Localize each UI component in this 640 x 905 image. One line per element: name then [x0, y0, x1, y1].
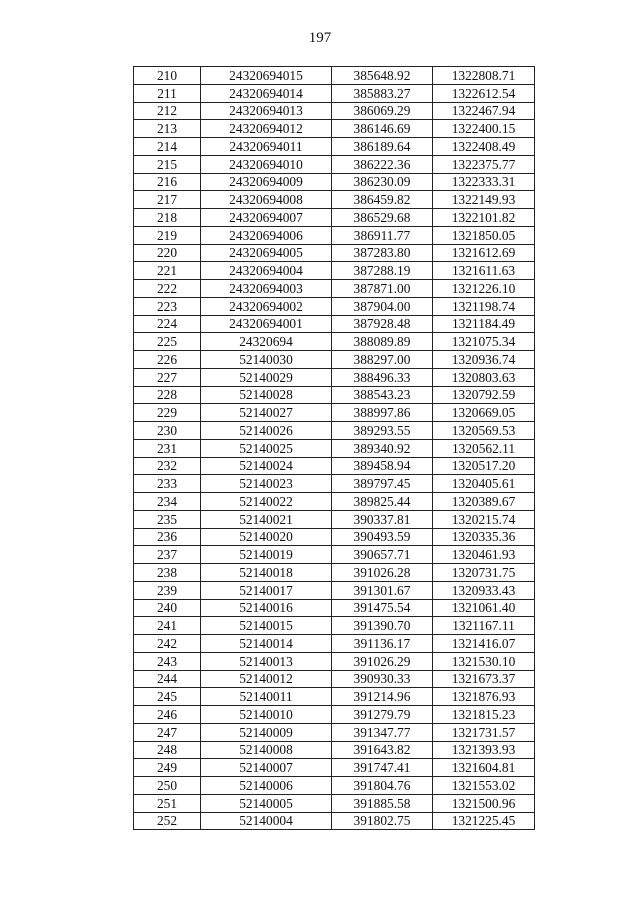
y-coordinate-cell: 1321167.11 — [433, 617, 535, 635]
coordinates-table — [133, 66, 535, 830]
table-row — [134, 599, 535, 617]
point-id-cell: 52140007 — [201, 759, 332, 777]
table-row — [134, 351, 535, 369]
row-number-cell: 211 — [134, 84, 201, 102]
y-coordinate-cell: 1322101.82 — [433, 209, 535, 227]
point-id-cell: 52140028 — [201, 386, 332, 404]
row-number-cell: 224 — [134, 315, 201, 333]
table-row — [134, 670, 535, 688]
table-row — [134, 457, 535, 475]
point-id-cell: 52140004 — [201, 812, 332, 830]
table-row — [134, 173, 535, 191]
x-coordinate-cell: 386222.36 — [332, 155, 433, 173]
point-id-cell: 52140022 — [201, 493, 332, 511]
row-number-cell: 240 — [134, 599, 201, 617]
point-id-cell: 52140015 — [201, 617, 332, 635]
row-number-cell: 243 — [134, 652, 201, 670]
row-number-cell: 220 — [134, 244, 201, 262]
x-coordinate-cell: 386230.09 — [332, 173, 433, 191]
y-coordinate-cell: 1321876.93 — [433, 688, 535, 706]
y-coordinate-cell: 1321611.63 — [433, 262, 535, 280]
table-row — [134, 191, 535, 209]
x-coordinate-cell: 391643.82 — [332, 741, 433, 759]
table-row — [134, 794, 535, 812]
row-number-cell: 241 — [134, 617, 201, 635]
y-coordinate-cell: 1322808.71 — [433, 67, 535, 85]
table-row — [134, 635, 535, 653]
x-coordinate-cell: 391214.96 — [332, 688, 433, 706]
point-id-cell: 52140027 — [201, 404, 332, 422]
table-row — [134, 546, 535, 564]
point-id-cell: 52140019 — [201, 546, 332, 564]
point-id-cell: 24320694010 — [201, 155, 332, 173]
table-row — [134, 652, 535, 670]
row-number-cell: 229 — [134, 404, 201, 422]
point-id-cell: 24320694013 — [201, 102, 332, 120]
point-id-cell: 52140021 — [201, 510, 332, 528]
row-number-cell: 244 — [134, 670, 201, 688]
table-row — [134, 102, 535, 120]
x-coordinate-cell: 385883.27 — [332, 84, 433, 102]
y-coordinate-cell: 1321553.02 — [433, 777, 535, 795]
table-row — [134, 777, 535, 795]
row-number-cell: 225 — [134, 333, 201, 351]
point-id-cell: 24320694008 — [201, 191, 332, 209]
y-coordinate-cell: 1320731.75 — [433, 564, 535, 582]
y-coordinate-cell: 1321416.07 — [433, 635, 535, 653]
point-id-cell: 24320694015 — [201, 67, 332, 85]
table-row — [134, 138, 535, 156]
y-coordinate-cell: 1321530.10 — [433, 652, 535, 670]
x-coordinate-cell: 386459.82 — [332, 191, 433, 209]
y-coordinate-cell: 1320461.93 — [433, 546, 535, 564]
table-row — [134, 475, 535, 493]
row-number-cell: 221 — [134, 262, 201, 280]
y-coordinate-cell: 1321673.37 — [433, 670, 535, 688]
row-number-cell: 210 — [134, 67, 201, 85]
x-coordinate-cell: 389458.94 — [332, 457, 433, 475]
y-coordinate-cell: 1321815.23 — [433, 706, 535, 724]
y-coordinate-cell: 1321850.05 — [433, 226, 535, 244]
x-coordinate-cell: 391301.67 — [332, 581, 433, 599]
table-row — [134, 759, 535, 777]
row-number-cell: 214 — [134, 138, 201, 156]
point-id-cell: 24320694002 — [201, 297, 332, 315]
x-coordinate-cell: 389797.45 — [332, 475, 433, 493]
point-id-cell: 52140017 — [201, 581, 332, 599]
table-row — [134, 333, 535, 351]
y-coordinate-cell: 1322333.31 — [433, 173, 535, 191]
x-coordinate-cell: 390493.59 — [332, 528, 433, 546]
point-id-cell: 24320694009 — [201, 173, 332, 191]
row-number-cell: 247 — [134, 723, 201, 741]
row-number-cell: 235 — [134, 510, 201, 528]
row-number-cell: 236 — [134, 528, 201, 546]
table-row — [134, 706, 535, 724]
x-coordinate-cell: 387283.80 — [332, 244, 433, 262]
x-coordinate-cell: 391026.28 — [332, 564, 433, 582]
x-coordinate-cell: 386069.29 — [332, 102, 433, 120]
row-number-cell: 245 — [134, 688, 201, 706]
point-id-cell: 52140030 — [201, 351, 332, 369]
x-coordinate-cell: 391804.76 — [332, 777, 433, 795]
y-coordinate-cell: 1320569.53 — [433, 422, 535, 440]
y-coordinate-cell: 1320335.36 — [433, 528, 535, 546]
point-id-cell: 52140012 — [201, 670, 332, 688]
table-row — [134, 368, 535, 386]
point-id-cell: 52140011 — [201, 688, 332, 706]
table-row — [134, 386, 535, 404]
x-coordinate-cell: 388997.86 — [332, 404, 433, 422]
table-row — [134, 315, 535, 333]
x-coordinate-cell: 391747.41 — [332, 759, 433, 777]
x-coordinate-cell: 391136.17 — [332, 635, 433, 653]
y-coordinate-cell: 1320562.11 — [433, 439, 535, 457]
y-coordinate-cell: 1321226.10 — [433, 280, 535, 298]
x-coordinate-cell: 389340.92 — [332, 439, 433, 457]
table-row — [134, 67, 535, 85]
point-id-cell: 52140009 — [201, 723, 332, 741]
y-coordinate-cell: 1320215.74 — [433, 510, 535, 528]
y-coordinate-cell: 1322400.15 — [433, 120, 535, 138]
x-coordinate-cell: 388543.23 — [332, 386, 433, 404]
table-row — [134, 226, 535, 244]
table-row — [134, 297, 535, 315]
row-number-cell: 212 — [134, 102, 201, 120]
x-coordinate-cell: 385648.92 — [332, 67, 433, 85]
y-coordinate-cell: 1321731.57 — [433, 723, 535, 741]
x-coordinate-cell: 390657.71 — [332, 546, 433, 564]
table-row — [134, 280, 535, 298]
point-id-cell: 24320694007 — [201, 209, 332, 227]
y-coordinate-cell: 1322612.54 — [433, 84, 535, 102]
table-row — [134, 84, 535, 102]
row-number-cell: 213 — [134, 120, 201, 138]
point-id-cell: 24320694 — [201, 333, 332, 351]
row-number-cell: 230 — [134, 422, 201, 440]
x-coordinate-cell: 391885.58 — [332, 794, 433, 812]
x-coordinate-cell: 387871.00 — [332, 280, 433, 298]
y-coordinate-cell: 1321225.45 — [433, 812, 535, 830]
table-row — [134, 404, 535, 422]
table-row — [134, 262, 535, 280]
row-number-cell: 218 — [134, 209, 201, 227]
point-id-cell: 52140025 — [201, 439, 332, 457]
x-coordinate-cell: 388297.00 — [332, 351, 433, 369]
point-id-cell: 24320694005 — [201, 244, 332, 262]
row-number-cell: 234 — [134, 493, 201, 511]
y-coordinate-cell: 1321393.93 — [433, 741, 535, 759]
y-coordinate-cell: 1321184.49 — [433, 315, 535, 333]
x-coordinate-cell: 386146.69 — [332, 120, 433, 138]
point-id-cell: 24320694003 — [201, 280, 332, 298]
point-id-cell: 52140029 — [201, 368, 332, 386]
point-id-cell: 52140023 — [201, 475, 332, 493]
x-coordinate-cell: 391475.54 — [332, 599, 433, 617]
x-coordinate-cell: 386911.77 — [332, 226, 433, 244]
row-number-cell: 239 — [134, 581, 201, 599]
row-number-cell: 227 — [134, 368, 201, 386]
coordinates-table-body — [134, 67, 535, 830]
table-row — [134, 528, 535, 546]
y-coordinate-cell: 1321075.34 — [433, 333, 535, 351]
table-row — [134, 741, 535, 759]
row-number-cell: 238 — [134, 564, 201, 582]
y-coordinate-cell: 1322375.77 — [433, 155, 535, 173]
row-number-cell: 228 — [134, 386, 201, 404]
point-id-cell: 52140016 — [201, 599, 332, 617]
y-coordinate-cell: 1322149.93 — [433, 191, 535, 209]
table-row — [134, 510, 535, 528]
point-id-cell: 52140010 — [201, 706, 332, 724]
x-coordinate-cell: 391802.75 — [332, 812, 433, 830]
x-coordinate-cell: 387904.00 — [332, 297, 433, 315]
row-number-cell: 242 — [134, 635, 201, 653]
point-id-cell: 52140005 — [201, 794, 332, 812]
point-id-cell: 52140024 — [201, 457, 332, 475]
row-number-cell: 251 — [134, 794, 201, 812]
row-number-cell: 249 — [134, 759, 201, 777]
row-number-cell: 231 — [134, 439, 201, 457]
y-coordinate-cell: 1322467.94 — [433, 102, 535, 120]
table-row — [134, 422, 535, 440]
x-coordinate-cell: 391390.70 — [332, 617, 433, 635]
point-id-cell: 52140013 — [201, 652, 332, 670]
row-number-cell: 223 — [134, 297, 201, 315]
point-id-cell: 52140008 — [201, 741, 332, 759]
x-coordinate-cell: 388089.89 — [332, 333, 433, 351]
x-coordinate-cell: 391279.79 — [332, 706, 433, 724]
y-coordinate-cell: 1321198.74 — [433, 297, 535, 315]
y-coordinate-cell: 1321604.81 — [433, 759, 535, 777]
table-row — [134, 688, 535, 706]
x-coordinate-cell: 386529.68 — [332, 209, 433, 227]
point-id-cell: 24320694012 — [201, 120, 332, 138]
table-row — [134, 812, 535, 830]
row-number-cell: 217 — [134, 191, 201, 209]
x-coordinate-cell: 391347.77 — [332, 723, 433, 741]
row-number-cell: 237 — [134, 546, 201, 564]
x-coordinate-cell: 387928.48 — [332, 315, 433, 333]
y-coordinate-cell: 1320405.61 — [433, 475, 535, 493]
y-coordinate-cell: 1320669.05 — [433, 404, 535, 422]
point-id-cell: 52140014 — [201, 635, 332, 653]
x-coordinate-cell: 389293.55 — [332, 422, 433, 440]
point-id-cell: 24320694004 — [201, 262, 332, 280]
y-coordinate-cell: 1321612.69 — [433, 244, 535, 262]
table-row — [134, 723, 535, 741]
x-coordinate-cell: 389825.44 — [332, 493, 433, 511]
row-number-cell: 216 — [134, 173, 201, 191]
row-number-cell: 226 — [134, 351, 201, 369]
table-row — [134, 244, 535, 262]
table-row — [134, 581, 535, 599]
table-row — [134, 564, 535, 582]
y-coordinate-cell: 1320933.43 — [433, 581, 535, 599]
table-row — [134, 439, 535, 457]
x-coordinate-cell: 390930.33 — [332, 670, 433, 688]
row-number-cell: 252 — [134, 812, 201, 830]
y-coordinate-cell: 1320517.20 — [433, 457, 535, 475]
row-number-cell: 246 — [134, 706, 201, 724]
x-coordinate-cell: 388496.33 — [332, 368, 433, 386]
x-coordinate-cell: 390337.81 — [332, 510, 433, 528]
row-number-cell: 215 — [134, 155, 201, 173]
row-number-cell: 248 — [134, 741, 201, 759]
table-row — [134, 617, 535, 635]
y-coordinate-cell: 1320792.59 — [433, 386, 535, 404]
point-id-cell: 52140018 — [201, 564, 332, 582]
point-id-cell: 24320694011 — [201, 138, 332, 156]
y-coordinate-cell: 1320936.74 — [433, 351, 535, 369]
point-id-cell: 24320694001 — [201, 315, 332, 333]
x-coordinate-cell: 386189.64 — [332, 138, 433, 156]
row-number-cell: 219 — [134, 226, 201, 244]
page-number: 197 — [308, 30, 332, 46]
point-id-cell: 24320694006 — [201, 226, 332, 244]
row-number-cell: 222 — [134, 280, 201, 298]
point-id-cell: 52140026 — [201, 422, 332, 440]
row-number-cell: 233 — [134, 475, 201, 493]
table-row — [134, 493, 535, 511]
row-number-cell: 232 — [134, 457, 201, 475]
table-row — [134, 209, 535, 227]
table-row — [134, 120, 535, 138]
row-number-cell: 250 — [134, 777, 201, 795]
y-coordinate-cell: 1320389.67 — [433, 493, 535, 511]
point-id-cell: 52140020 — [201, 528, 332, 546]
y-coordinate-cell: 1320803.63 — [433, 368, 535, 386]
table-row — [134, 155, 535, 173]
y-coordinate-cell: 1321061.40 — [433, 599, 535, 617]
y-coordinate-cell: 1322408.49 — [433, 138, 535, 156]
x-coordinate-cell: 391026.29 — [332, 652, 433, 670]
y-coordinate-cell: 1321500.96 — [433, 794, 535, 812]
x-coordinate-cell: 387288.19 — [332, 262, 433, 280]
point-id-cell: 24320694014 — [201, 84, 332, 102]
point-id-cell: 52140006 — [201, 777, 332, 795]
